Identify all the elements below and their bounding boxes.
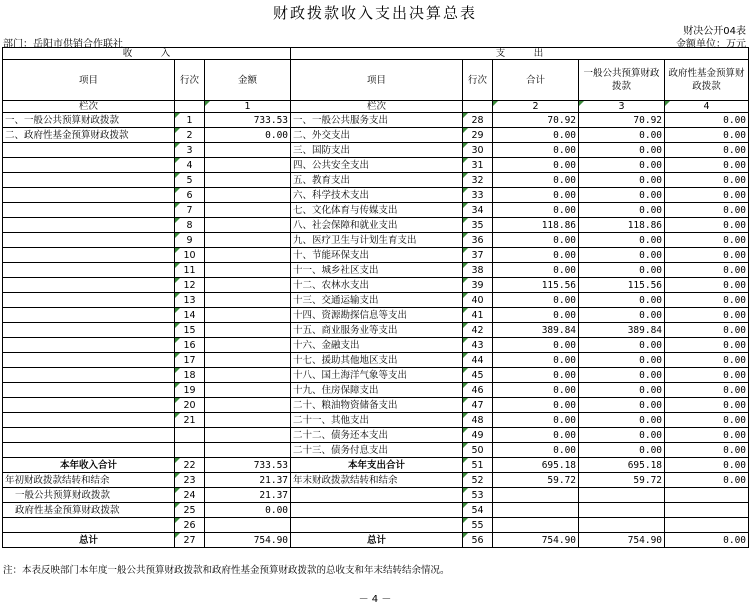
amount-cell bbox=[205, 188, 291, 203]
amount-cell bbox=[205, 278, 291, 293]
amount-cell: 754.90 bbox=[205, 533, 291, 548]
general-cell: 0.00 bbox=[579, 368, 665, 383]
general-cell: 0.00 bbox=[579, 443, 665, 458]
row-no: 28 bbox=[463, 113, 493, 128]
fund-cell: 0.00 bbox=[665, 533, 749, 548]
carry-end-label: 年末财政拨款结转和结余 bbox=[291, 473, 463, 488]
expense-item: 十八、国土海洋气象等支出 bbox=[291, 368, 463, 383]
expense-item: 八、社会保障和就业支出 bbox=[291, 218, 463, 233]
general-cell: 70.92 bbox=[579, 113, 665, 128]
expense-item: 十六、金融支出 bbox=[291, 338, 463, 353]
row-no: 12 bbox=[175, 278, 205, 293]
income-item bbox=[3, 203, 175, 218]
fund-cell: 0.00 bbox=[665, 173, 749, 188]
amount-cell bbox=[205, 398, 291, 413]
fund-cell: 0.00 bbox=[665, 248, 749, 263]
row-no: 42 bbox=[463, 323, 493, 338]
fund-cell: 0.00 bbox=[665, 158, 749, 173]
fund-cell: 0.00 bbox=[665, 428, 749, 443]
empty-cell bbox=[579, 518, 665, 533]
header-fund: 政府性基金预算财政拨款 bbox=[665, 60, 749, 101]
general-cell: 0.00 bbox=[579, 248, 665, 263]
table-row bbox=[3, 353, 749, 368]
fund-cell: 0.00 bbox=[665, 473, 749, 488]
total-cell: 754.90 bbox=[493, 533, 579, 548]
empty-cell bbox=[665, 518, 749, 533]
total-cell: 59.72 bbox=[493, 473, 579, 488]
row-no bbox=[175, 428, 205, 443]
amount-cell: 21.37 bbox=[205, 488, 291, 503]
row-no: 45 bbox=[463, 368, 493, 383]
row-no: 33 bbox=[463, 188, 493, 203]
row-no: 55 bbox=[463, 518, 493, 533]
table-row bbox=[3, 248, 749, 263]
carry-fund-label: 政府性基金预算财政拨款 bbox=[3, 503, 175, 518]
amount-cell bbox=[205, 428, 291, 443]
table-row bbox=[3, 173, 749, 188]
col-label-blank bbox=[463, 101, 493, 113]
header-total: 合计 bbox=[493, 60, 579, 101]
fund-cell: 0.00 bbox=[665, 203, 749, 218]
expense-item: 三、国防支出 bbox=[291, 143, 463, 158]
fund-cell: 0.00 bbox=[665, 383, 749, 398]
page-number: － 4 － bbox=[358, 594, 392, 605]
header-income-row-no: 行次 bbox=[175, 60, 205, 101]
amount-cell bbox=[205, 218, 291, 233]
total-cell: 0.00 bbox=[493, 443, 579, 458]
total-cell: 0.00 bbox=[493, 383, 579, 398]
income-item bbox=[3, 308, 175, 323]
fund-cell: 0.00 bbox=[665, 188, 749, 203]
table-row bbox=[3, 188, 749, 203]
amount-cell bbox=[205, 353, 291, 368]
amount-cell bbox=[205, 173, 291, 188]
income-total-label: 本年收入合计 bbox=[3, 458, 175, 473]
row-no: 16 bbox=[175, 338, 205, 353]
total-cell: 0.00 bbox=[493, 248, 579, 263]
table-row bbox=[3, 113, 749, 128]
general-cell: 0.00 bbox=[579, 188, 665, 203]
row-no: 50 bbox=[463, 443, 493, 458]
expense-item: 十二、农林水支出 bbox=[291, 278, 463, 293]
income-item bbox=[3, 218, 175, 233]
income-item bbox=[3, 278, 175, 293]
col-num-fund: 4 bbox=[665, 101, 749, 113]
empty-cell bbox=[579, 488, 665, 503]
amount-cell bbox=[205, 143, 291, 158]
amount-cell bbox=[205, 248, 291, 263]
row-no: 7 bbox=[175, 203, 205, 218]
fund-cell: 0.00 bbox=[665, 443, 749, 458]
amount-cell bbox=[205, 368, 291, 383]
row-no: 39 bbox=[463, 278, 493, 293]
expense-item: 四、公共安全支出 bbox=[291, 158, 463, 173]
income-item bbox=[3, 263, 175, 278]
fund-cell: 0.00 bbox=[665, 323, 749, 338]
table-row bbox=[3, 443, 749, 458]
expense-item: 十七、援助其他地区支出 bbox=[291, 353, 463, 368]
general-cell: 0.00 bbox=[579, 158, 665, 173]
expense-item: 二、外交支出 bbox=[291, 128, 463, 143]
amount-cell bbox=[205, 443, 291, 458]
general-cell: 0.00 bbox=[579, 293, 665, 308]
table-row bbox=[3, 158, 749, 173]
empty-cell bbox=[665, 503, 749, 518]
col-num-amount: 1 bbox=[205, 101, 291, 113]
row-no: 46 bbox=[463, 383, 493, 398]
row-no: 40 bbox=[463, 293, 493, 308]
empty-cell bbox=[493, 518, 579, 533]
row-no: 53 bbox=[463, 488, 493, 503]
fund-cell: 0.00 bbox=[665, 143, 749, 158]
empty-cell bbox=[291, 518, 463, 533]
row-no: 3 bbox=[175, 143, 205, 158]
row-no: 4 bbox=[175, 158, 205, 173]
table-row bbox=[3, 278, 749, 293]
total-cell: 0.00 bbox=[493, 263, 579, 278]
expense-item: 二十三、债务付息支出 bbox=[291, 443, 463, 458]
amount-cell bbox=[205, 413, 291, 428]
income-item bbox=[3, 338, 175, 353]
table-row bbox=[3, 368, 749, 383]
empty-cell bbox=[665, 488, 749, 503]
empty-cell bbox=[291, 503, 463, 518]
table-row bbox=[3, 143, 749, 158]
income-item bbox=[3, 188, 175, 203]
fund-cell: 0.00 bbox=[665, 293, 749, 308]
fund-cell: 0.00 bbox=[665, 128, 749, 143]
amount-cell: 21.37 bbox=[205, 473, 291, 488]
expense-section-header: 支 出 bbox=[291, 48, 749, 60]
table-row bbox=[3, 428, 749, 443]
table-row bbox=[3, 128, 749, 143]
general-cell: 0.00 bbox=[579, 233, 665, 248]
total-cell: 0.00 bbox=[493, 203, 579, 218]
expense-item: 十四、资源勘探信息等支出 bbox=[291, 308, 463, 323]
fund-cell: 0.00 bbox=[665, 338, 749, 353]
general-cell: 118.86 bbox=[579, 218, 665, 233]
total-cell: 118.86 bbox=[493, 218, 579, 233]
total-cell: 0.00 bbox=[493, 398, 579, 413]
row-no: 24 bbox=[175, 488, 205, 503]
grand-total-expense-label: 总计 bbox=[291, 533, 463, 548]
fund-cell: 0.00 bbox=[665, 113, 749, 128]
total-cell: 389.84 bbox=[493, 323, 579, 338]
total-cell: 695.18 bbox=[493, 458, 579, 473]
empty-cell bbox=[3, 518, 175, 533]
row-no: 30 bbox=[463, 143, 493, 158]
empty-cell bbox=[205, 518, 291, 533]
income-item bbox=[3, 323, 175, 338]
expense-item: 六、科学技术支出 bbox=[291, 188, 463, 203]
total-cell: 0.00 bbox=[493, 338, 579, 353]
col-label-income: 栏次 bbox=[3, 101, 175, 113]
general-cell: 0.00 bbox=[579, 203, 665, 218]
row-no: 5 bbox=[175, 173, 205, 188]
total-cell: 0.00 bbox=[493, 188, 579, 203]
income-item bbox=[3, 383, 175, 398]
amount-cell: 0.00 bbox=[205, 503, 291, 518]
row-no: 48 bbox=[463, 413, 493, 428]
income-item bbox=[3, 353, 175, 368]
income-item: 二、政府性基金预算财政拨款 bbox=[3, 128, 175, 143]
header-amount: 金额 bbox=[205, 60, 291, 101]
total-cell: 0.00 bbox=[493, 293, 579, 308]
fund-cell: 0.00 bbox=[665, 458, 749, 473]
row-no: 21 bbox=[175, 413, 205, 428]
general-cell: 0.00 bbox=[579, 173, 665, 188]
col-num-total: 2 bbox=[493, 101, 579, 113]
fund-cell: 0.00 bbox=[665, 263, 749, 278]
total-cell: 0.00 bbox=[493, 308, 579, 323]
unit-label: 金额单位：万元 bbox=[676, 39, 746, 50]
empty-cell bbox=[493, 503, 579, 518]
table-row bbox=[3, 218, 749, 233]
row-no: 43 bbox=[463, 338, 493, 353]
header-expense-row-no: 行次 bbox=[463, 60, 493, 101]
row-no: 9 bbox=[175, 233, 205, 248]
expense-item: 二十二、债务还本支出 bbox=[291, 428, 463, 443]
general-cell: 0.00 bbox=[579, 143, 665, 158]
row-no: 41 bbox=[463, 308, 493, 323]
expense-item: 七、文化体育与传媒支出 bbox=[291, 203, 463, 218]
income-item bbox=[3, 158, 175, 173]
grand-total-label: 总计 bbox=[3, 533, 175, 548]
expense-item: 五、教育支出 bbox=[291, 173, 463, 188]
income-item bbox=[3, 233, 175, 248]
total-cell: 0.00 bbox=[493, 368, 579, 383]
row-no: 15 bbox=[175, 323, 205, 338]
general-cell: 0.00 bbox=[579, 353, 665, 368]
col-label-blank bbox=[175, 101, 205, 113]
row-no: 34 bbox=[463, 203, 493, 218]
total-cell: 0.00 bbox=[493, 173, 579, 188]
general-cell: 0.00 bbox=[579, 383, 665, 398]
general-cell: 0.00 bbox=[579, 128, 665, 143]
amount-cell bbox=[205, 383, 291, 398]
row-no: 44 bbox=[463, 353, 493, 368]
table-row bbox=[3, 293, 749, 308]
row-no: 25 bbox=[175, 503, 205, 518]
general-cell: 0.00 bbox=[579, 413, 665, 428]
amount-cell: 0.00 bbox=[205, 128, 291, 143]
income-item bbox=[3, 443, 175, 458]
fund-cell: 0.00 bbox=[665, 353, 749, 368]
row-no: 32 bbox=[463, 173, 493, 188]
header-general: 一般公共预算财政拨款 bbox=[579, 60, 665, 101]
general-cell: 754.90 bbox=[579, 533, 665, 548]
income-item bbox=[3, 428, 175, 443]
footnote: 注：本表反映部门本年度一般公共预算财政拨款和政府性基金预算财政拨款的总收支和年末结转结余情况。 bbox=[3, 565, 450, 576]
expense-item: 十一、城乡社区支出 bbox=[291, 263, 463, 278]
total-cell: 0.00 bbox=[493, 428, 579, 443]
expense-item: 二十、粮油物资储备支出 bbox=[291, 398, 463, 413]
income-item bbox=[3, 143, 175, 158]
table-row bbox=[3, 308, 749, 323]
fund-cell: 0.00 bbox=[665, 278, 749, 293]
row-no: 27 bbox=[175, 533, 205, 548]
row-no: 26 bbox=[175, 518, 205, 533]
table-row bbox=[3, 263, 749, 278]
row-no: 29 bbox=[463, 128, 493, 143]
row-no: 17 bbox=[175, 353, 205, 368]
total-cell: 0.00 bbox=[493, 143, 579, 158]
row-no: 6 bbox=[175, 188, 205, 203]
fund-cell: 0.00 bbox=[665, 233, 749, 248]
income-section-header: 收 入 bbox=[3, 48, 291, 60]
row-no bbox=[175, 443, 205, 458]
income-item bbox=[3, 248, 175, 263]
row-no: 8 bbox=[175, 218, 205, 233]
amount-cell bbox=[205, 338, 291, 353]
amount-cell bbox=[205, 293, 291, 308]
empty-cell bbox=[579, 503, 665, 518]
header-expense-item: 项目 bbox=[291, 60, 463, 101]
expense-total-label: 本年支出合计 bbox=[291, 458, 463, 473]
total-cell: 0.00 bbox=[493, 158, 579, 173]
row-no: 22 bbox=[175, 458, 205, 473]
col-num-general: 3 bbox=[579, 101, 665, 113]
table-row bbox=[3, 383, 749, 398]
fund-cell: 0.00 bbox=[665, 218, 749, 233]
empty-cell bbox=[493, 488, 579, 503]
expense-item: 二十一、其他支出 bbox=[291, 413, 463, 428]
general-cell: 0.00 bbox=[579, 338, 665, 353]
total-cell: 70.92 bbox=[493, 113, 579, 128]
row-no: 14 bbox=[175, 308, 205, 323]
general-cell: 0.00 bbox=[579, 398, 665, 413]
row-no: 52 bbox=[463, 473, 493, 488]
income-item bbox=[3, 293, 175, 308]
table-row bbox=[3, 398, 749, 413]
fund-cell: 0.00 bbox=[665, 308, 749, 323]
row-no: 47 bbox=[463, 398, 493, 413]
expense-item: 十三、交通运输支出 bbox=[291, 293, 463, 308]
total-cell: 0.00 bbox=[493, 353, 579, 368]
row-no: 11 bbox=[175, 263, 205, 278]
col-label-expense: 栏次 bbox=[291, 101, 463, 113]
general-cell: 0.00 bbox=[579, 428, 665, 443]
general-cell: 695.18 bbox=[579, 458, 665, 473]
amount-cell bbox=[205, 158, 291, 173]
row-no: 19 bbox=[175, 383, 205, 398]
row-no: 56 bbox=[463, 533, 493, 548]
carry-general-label: 一般公共预算财政拨款 bbox=[3, 488, 175, 503]
row-no: 31 bbox=[463, 158, 493, 173]
income-item: 一、一般公共预算财政拨款 bbox=[3, 113, 175, 128]
amount-cell: 733.53 bbox=[205, 458, 291, 473]
amount-cell bbox=[205, 233, 291, 248]
general-cell: 389.84 bbox=[579, 323, 665, 338]
amount-cell: 733.53 bbox=[205, 113, 291, 128]
fund-cell: 0.00 bbox=[665, 398, 749, 413]
row-no: 13 bbox=[175, 293, 205, 308]
row-no: 36 bbox=[463, 233, 493, 248]
fund-cell: 0.00 bbox=[665, 368, 749, 383]
total-cell: 0.00 bbox=[493, 233, 579, 248]
expense-item: 十九、住房保障支出 bbox=[291, 383, 463, 398]
amount-cell bbox=[205, 323, 291, 338]
carry-begin-label: 年初财政拨款结转和结余 bbox=[3, 473, 175, 488]
form-code: 财决公开04表 bbox=[683, 26, 746, 37]
income-item bbox=[3, 173, 175, 188]
income-item bbox=[3, 413, 175, 428]
row-no: 37 bbox=[463, 248, 493, 263]
budget-table bbox=[2, 47, 749, 548]
table-row bbox=[3, 203, 749, 218]
amount-cell bbox=[205, 203, 291, 218]
general-cell: 0.00 bbox=[579, 263, 665, 278]
empty-cell bbox=[291, 488, 463, 503]
row-no: 38 bbox=[463, 263, 493, 278]
row-no: 2 bbox=[175, 128, 205, 143]
row-no: 35 bbox=[463, 218, 493, 233]
expense-item: 一、一般公共服务支出 bbox=[291, 113, 463, 128]
expense-item: 十五、商业服务业等支出 bbox=[291, 323, 463, 338]
row-no: 54 bbox=[463, 503, 493, 518]
amount-cell bbox=[205, 308, 291, 323]
header-income-item: 项目 bbox=[3, 60, 175, 101]
row-no: 20 bbox=[175, 398, 205, 413]
income-item bbox=[3, 368, 175, 383]
general-cell: 0.00 bbox=[579, 308, 665, 323]
total-cell: 0.00 bbox=[493, 413, 579, 428]
table-row bbox=[3, 338, 749, 353]
table-row bbox=[3, 323, 749, 338]
general-cell: 115.56 bbox=[579, 278, 665, 293]
table-row bbox=[3, 413, 749, 428]
amount-cell bbox=[205, 263, 291, 278]
total-cell: 0.00 bbox=[493, 128, 579, 143]
expense-item: 十、节能环保支出 bbox=[291, 248, 463, 263]
row-no: 49 bbox=[463, 428, 493, 443]
income-item bbox=[3, 398, 175, 413]
total-cell: 115.56 bbox=[493, 278, 579, 293]
row-no: 18 bbox=[175, 368, 205, 383]
general-cell: 59.72 bbox=[579, 473, 665, 488]
table-row bbox=[3, 233, 749, 248]
department-label: 部门：岳阳市供销合作联社 bbox=[3, 39, 123, 50]
row-no: 51 bbox=[463, 458, 493, 473]
page-title: 财政拨款收入支出决算总表 bbox=[272, 4, 477, 22]
row-no: 1 bbox=[175, 113, 205, 128]
row-no: 23 bbox=[175, 473, 205, 488]
row-no: 10 bbox=[175, 248, 205, 263]
expense-item: 九、医疗卫生与计划生育支出 bbox=[291, 233, 463, 248]
fund-cell: 0.00 bbox=[665, 413, 749, 428]
